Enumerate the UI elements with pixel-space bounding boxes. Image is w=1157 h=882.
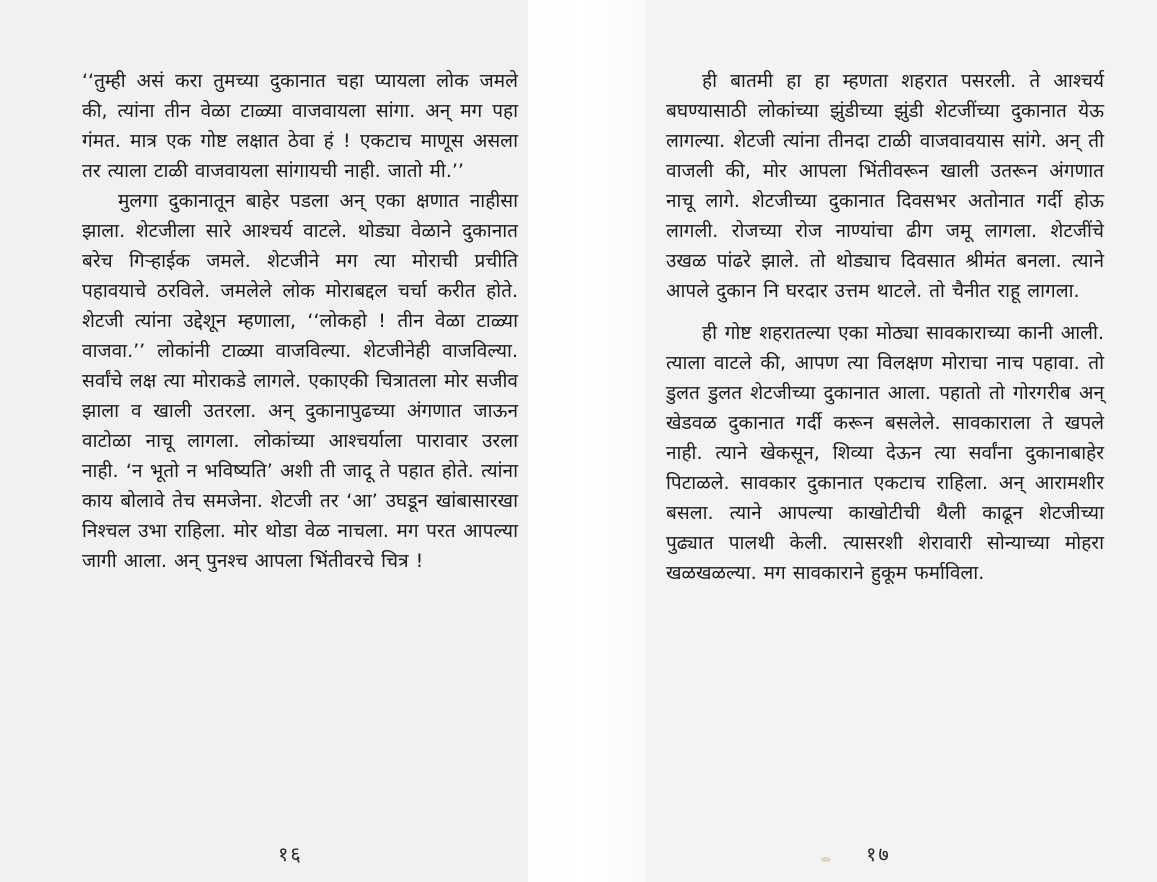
right-page bbox=[646, 0, 1157, 882]
right-paragraph-2: ही गोष्ट शहरातल्या एका मोठ्या सावकाराच्या कानी आली. त्याला वाटले की, आपण त्या विलक्षण मोराचा नाच पहावा. तो डुलत डुलत शेटजीच्या दुकानात आला. पहातो तो गोरगरीब अन्‌ खेडवळ दुकानात गर्दी करून बसलेले. सावकाराला ते खपले नाही. त्याने खेकसून, शिव्या देऊन त्या सर्वांना दुकानाबाहेर पिटाळले. सावकार दुकानात एकटाच राहिला. अन्‌ आरामशीर बसला. त्याने आपल्या काखोटीची थैली काढून शेटजीच्या पुढ्यात पालथी केली. त्यासरशी शेरावारी सोन्याच्या मोहरा खळखळल्या. मग सावकाराने हुकूम फर्माविला. bbox=[666, 322, 1104, 584]
right-paragraph-1: ही बातमी हा हा म्हणता शहरात पसरली. ते आश्चर्य बघण्यासाठी लोकांच्या झुंडीच्या झुंडी शेटजींच्या दुकानात येऊ लागल्या. शेटजी त्यांना तीनदा टाळी वाजवावयास सांगे. अन्‌ ती वाजली की, मोर आपला भिंतीवरून खाली उतरून अंगणात नाचू लागे. शेटजीच्या दुकानात दिवसभर अतोनात गर्दी होऊ लागली. रोजच्या रोज नाण्यांचा ढीग जमू लागला. शेटजींचे उखळ पांढरे झाले. तो थोड्याच दिवसात श्रीमंत बनला. त्याने आपले दुकान नि घरदार उत्तम थाटले. तो चैनीत राहू लागला. bbox=[666, 70, 1104, 302]
left-page-text bbox=[82, 66, 518, 576]
right-page-text bbox=[666, 66, 1104, 588]
left-paragraph-1: ‘‘तुम्ही असं करा तुमच्या दुकानात चहा प्यायला लोक जमले की, त्यांना तीन वेळा टाळ्या वाजवायला सांगा. अन्‌ मग पहा गंमत. मात्र एक गोष्ट लक्षात ठेवा हं ! एकटाच माणूस असला तर त्याला टाळी वाजवायला सांगायची नाही. जातो मी.’’ bbox=[82, 70, 518, 182]
left-page-number: १६ bbox=[278, 842, 303, 866]
left-page bbox=[0, 0, 528, 882]
paper-smudge bbox=[821, 857, 831, 862]
page-gutter bbox=[528, 0, 646, 882]
left-paragraph-2: मुलगा दुकानातून बाहेर पडला अन्‌ एका क्षणात नाहीसा झाला. शेटजीला सारे आश्चर्य वाटले. थोड्या वेळाने दुकानात बरेच गिऱ्हाईक जमले. शेटजीने मग त्या मोराची प्रचीति पहावयाचे ठरविले. जमलेले लोक मोराबद्दल चर्चा करीत होते. शेटजी त्यांना उद्देशून म्हणाला, ‘‘लोकहो ! तीन वेळा टाळ्या वाजवा.’’ लोकांनी टाळ्या वाजविल्या. शेटजीनेही वाजविल्या. सर्वांचे लक्ष त्या मोराकडे लागले. एकाएकी चित्रातला मोर सजीव झाला व खाली उतरला. अन्‌ दुकानापुढच्या अंगणात जाऊन वाटोळा नाचू लागला. लोकांच्या आश्चर्याला पारावार उरला नाही. ‘न भूतो न भविष्यति’ अशी ती जादू ते पहात होते. त्यांना काय बोलावे तेच समजेना. शेटजी तर ‘आ’ उघडून खांबासारखा निश्चल उभा राहिला. मोर थोडा वेळ नाचला. मग परत आपल्या जागी आला. अन्‌ पुनश्च आपला भिंतीवरचे चित्र ! bbox=[82, 190, 518, 572]
right-page-number: १७ bbox=[866, 842, 891, 866]
